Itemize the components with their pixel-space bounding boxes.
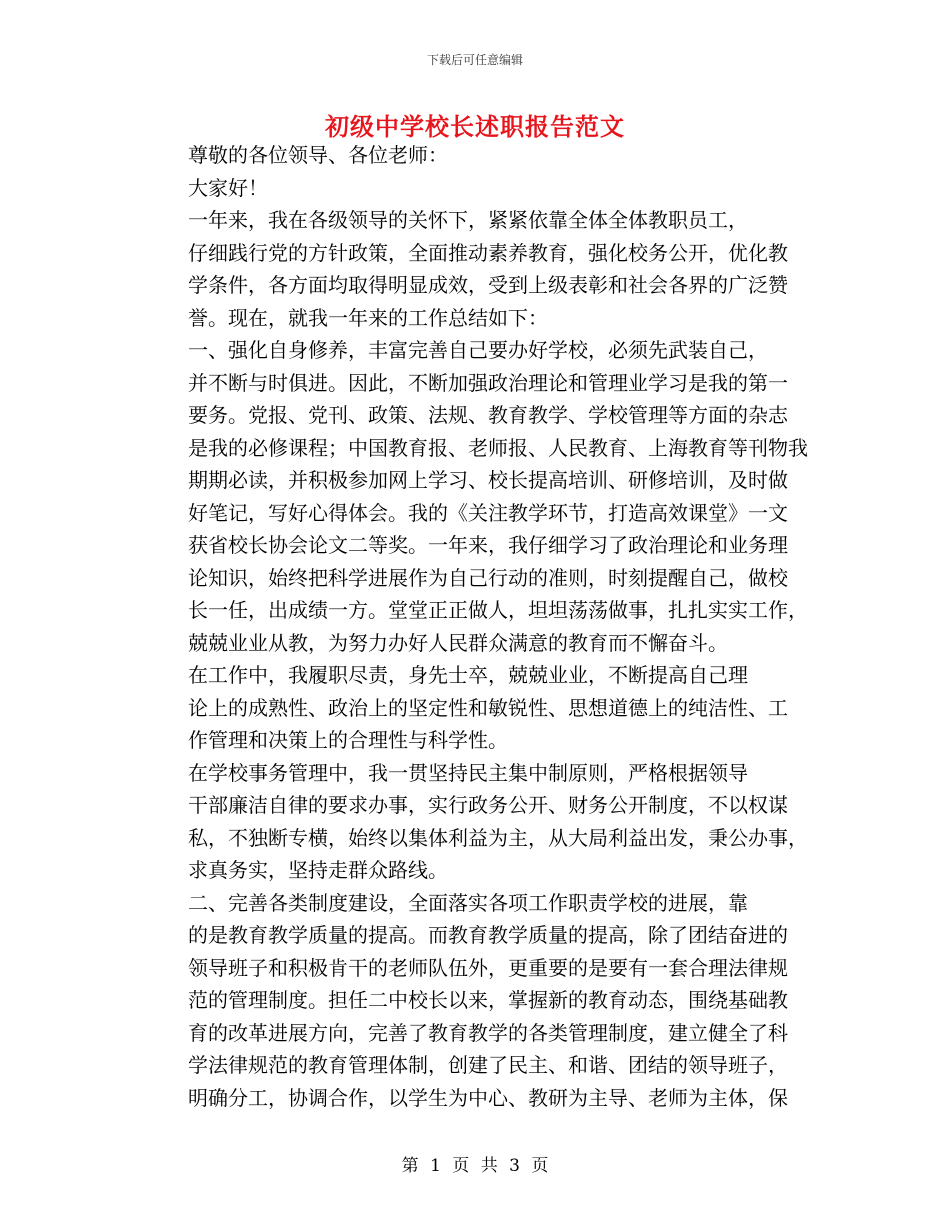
paragraph bbox=[141, 334, 813, 659]
text-line: 是我的必修课程；中国教育报、老师报、人民教育、上海教育等刊物我 bbox=[188, 435, 808, 460]
text-line: 尊敬的各位领导、各位老师： bbox=[188, 143, 448, 167]
text-line: 长一任，出成绩一方。堂堂正正做人，坦坦荡荡做事，扎扎实实工作， bbox=[188, 598, 808, 622]
text-line: 获省校长协会论文二等奖。一年来，我仔细学习了政治理论和业务理 bbox=[188, 533, 788, 557]
document-body bbox=[141, 139, 813, 1114]
text-line: 好笔记，写好心得体会。我的《关注教学环节，打造高效课堂》一文 bbox=[188, 500, 788, 525]
text-line: 私，不独断专横，始终以集体利益为主，从大局利益出发，秉公办事， bbox=[188, 825, 808, 850]
text-line: 要务。党报、党刊、政策、法规、教育教学、学校管理等方面的杂志 bbox=[188, 403, 788, 427]
text-line: 领导班子和积极肯干的老师队伍外，更重要的是要有一套合理法律规 bbox=[188, 955, 788, 980]
text-line: 兢兢业业从教，为努力办好人民群众满意的教育而不懈奋斗。 bbox=[188, 630, 728, 655]
text-line: 在学校事务管理中，我一贯坚持民主集中制原则，严格根据领导 bbox=[188, 760, 748, 785]
text-line: 范的管理制度。担任二中校长以来，掌握新的教育动态，围绕基础教 bbox=[188, 988, 788, 1012]
paragraph bbox=[141, 204, 813, 334]
text-line: 誉。现在，就我一年来的工作总结如下： bbox=[188, 305, 548, 330]
text-line: 明确分工，协调合作，以学生为中心、教研为主导、老师为主体，保 bbox=[188, 1085, 788, 1110]
paragraph bbox=[141, 139, 813, 172]
text-line: 育的改革进展方向，完善了教育教学的各类管理制度，建立健全了科 bbox=[188, 1020, 788, 1045]
text-line: 仔细践行党的方针政策，全面推动素养教育，强化校务公开，优化教 bbox=[188, 240, 788, 265]
page-footer: 第 1 页 共 3 页 bbox=[401, 1156, 549, 1176]
text-line: 干部廉洁自律的要求办事，实行政务公开、财务公开制度，不以权谋 bbox=[188, 793, 788, 817]
text-line: 期期必读，并积极参加网上学习、校长提高培训、研修培训，及时做 bbox=[188, 468, 788, 492]
text-line: 求真务实，坚持走群众路线。 bbox=[188, 858, 448, 882]
paragraph bbox=[141, 887, 813, 1115]
text-line: 作管理和决策上的合理性与科学性。 bbox=[188, 728, 508, 752]
text-line: 论上的成熟性、政治上的坚定性和敏锐性、思想道德上的纯洁性、工 bbox=[188, 695, 788, 720]
text-line: 一年来，我在各级领导的关怀下，紧紧依靠全体全体教职员工， bbox=[188, 208, 748, 232]
text-line: 学法律规范的教育管理体制，创建了民主、和谐、团结的领导班子， bbox=[188, 1053, 788, 1077]
text-line: 的是教育教学质量的提高。而教育教学质量的提高，除了团结奋进的 bbox=[188, 923, 788, 947]
header-note: 下载后可任意编辑 bbox=[426, 53, 523, 67]
paragraph bbox=[141, 172, 813, 205]
text-line: 在工作中，我履职尽责，身先士卒，兢兢业业，不断提高自己理 bbox=[188, 663, 748, 687]
text-line: 学条件，各方面均取得明显成效，受到上级表彰和社会各界的广泛赞 bbox=[188, 273, 788, 297]
text-line: 论知识，始终把科学进展作为自己行动的准则，时刻提醒自己，做校 bbox=[188, 565, 788, 590]
text-line: 大家好！ bbox=[188, 175, 268, 200]
text-line: 二、完善各类制度建设，全面落实各项工作职责学校的进展，靠 bbox=[188, 890, 748, 915]
document-title: 初级中学校长述职报告范文 bbox=[325, 112, 625, 141]
text-line: 并不断与时俱进。因此，不断加强政治理论和管理业学习是我的第一 bbox=[188, 370, 788, 395]
text-line: 一、强化自身修养，丰富完善自己要办好学校，必须先武装自己， bbox=[188, 338, 768, 362]
paragraph bbox=[141, 659, 813, 757]
paragraph bbox=[141, 757, 813, 887]
